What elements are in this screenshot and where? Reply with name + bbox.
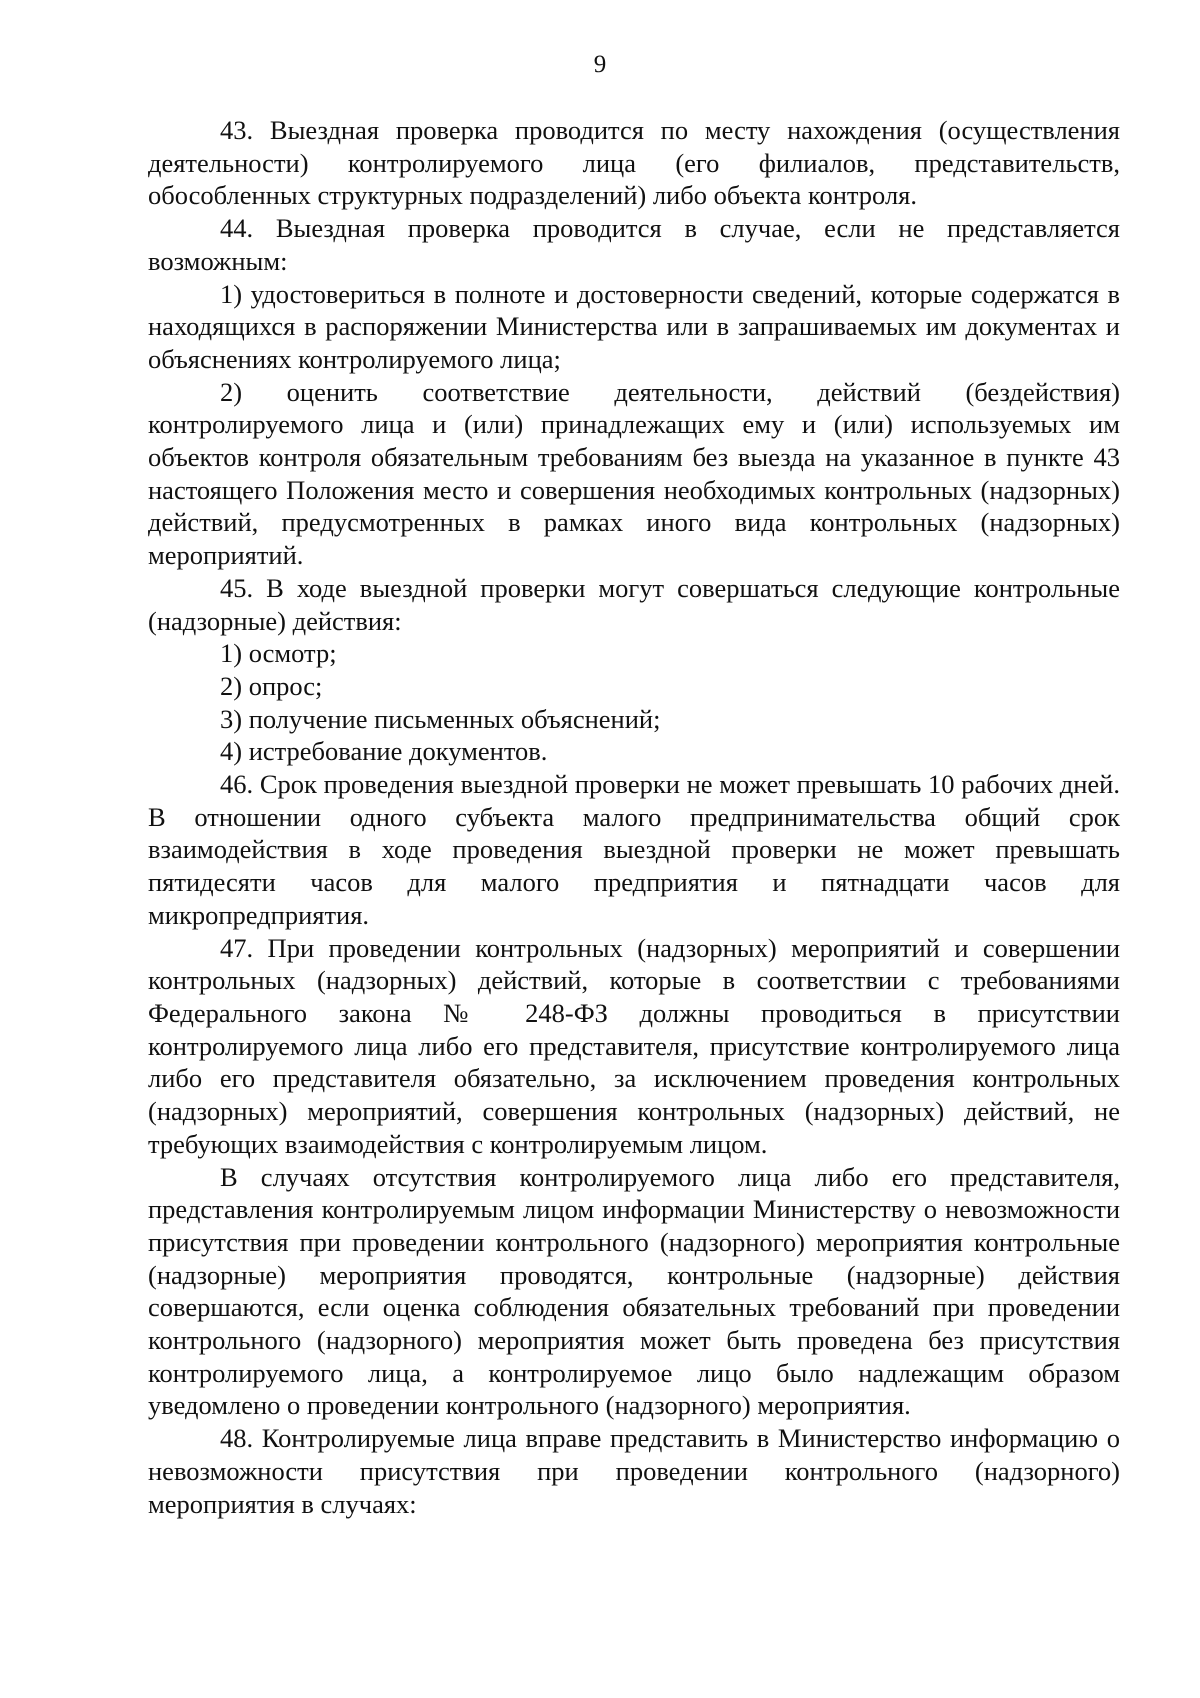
paragraph-47: 47. При проведении контрольных (надзорных) мероприятий и совершении контрольных (надзорных) действий, которые в соответствии с требованиями Федерального закона № 248-ФЗ должны проводиться в присутствии контролируемого лица либо его представителя, присутствие контролируемого лица либо его представителя обязательно, за исключением проведения контрольных (надзорных) мероприятий, совершения контрольных (надзорных) действий, не требующих взаимодействия с контролируемым лицом. — [148, 932, 1120, 1159]
paragraph-45-item-3: 3) получение письменных объяснений; — [220, 703, 661, 734]
paragraph-45-item-2: 2) опрос; — [220, 670, 323, 701]
paragraph-45: 45. В ходе выездной проверки могут совершаться следующие контрольные (надзорные) действия: — [148, 572, 1120, 636]
paragraph-46: 46. Срок проведения выездной проверки не может превышать 10 рабочих дней. В отношении одного субъекта малого предпринимательства общий срок взаимодействия в ходе проведения выездной проверки не может превышать пятидесяти часов для малого предприятия и пятнадцати часов для микропредприятия. — [148, 769, 1120, 930]
paragraph-45-item-4: 4) истребование документов. — [220, 736, 548, 767]
paragraph-48: 48. Контролируемые лица вправе представить в Министерство информацию о невозможности присутствия при проведении контрольного (надзорного) мероприятия в случаях: — [148, 1423, 1120, 1519]
paragraph-45-item-1: 1) осмотр; — [220, 638, 337, 669]
paragraph-44-item-1: 1) удостовериться в полноте и достоверности сведений, которые содержатся в находящихся в распоряжении Министерства или в запрашиваемых им документах и объяснениях контролируемого лица; — [148, 278, 1120, 374]
paragraph-43: 43. Выездная проверка проводится по месту нахождения (осуществления деятельности) контролируемого лица (его филиалов, представительств, обособленных структурных подразделений) либо объекта контроля. — [148, 115, 1120, 211]
paragraph-44-item-2: 2) оценить соответствие деятельности, действий (бездействия) контролируемого лица и (или) принадлежащих ему и (или) используемых им объектов контроля обязательным требованиям без выезда на указанное в пункте 43 настоящего Положения место и совершения необходимых контрольных (надзорных) действий, предусмотренных в рамках иного вида контрольных (надзорных) мероприятий. — [148, 376, 1120, 571]
paragraph-44: 44. Выездная проверка проводится в случае, если не представляется возможным: — [148, 213, 1120, 276]
document-body — [148, 114, 1120, 1520]
paragraph-47-continuation: В случаях отсутствия контролируемого лица либо его представителя, представления контролируемым лицом информации Министерству о невозможности присутствия при проведении контрольного (надзорного) мероприятия контрольные (надзорные) мероприятия проводятся, контрольные (надзорные) действия совершаются, если оценка соблюдения обязательных требований при проведении контрольного (надзорного) мероприятия может быть проведена без присутствия контролируемого лица, а контролируемое лицо было надлежащим образом уведомлено о проведении контрольного (надзорного) мероприятия. — [148, 1161, 1120, 1421]
page-number: 9 — [593, 51, 607, 78]
